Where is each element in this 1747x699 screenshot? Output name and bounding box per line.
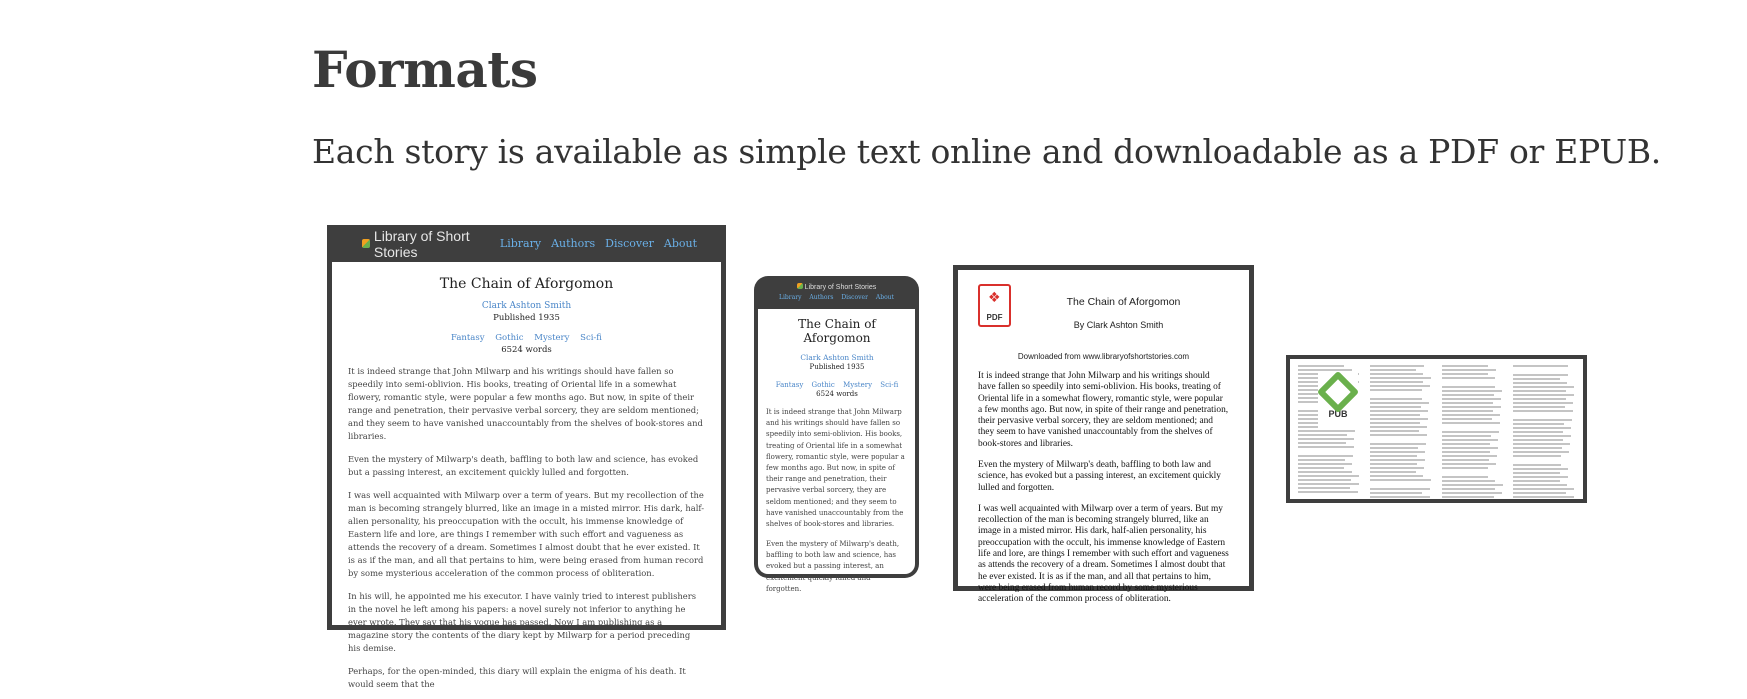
section-description: Each story is available as simple text online and downloadable as a PDF or EPUB. — [312, 132, 1661, 171]
epub-text-line — [1370, 488, 1431, 490]
epub-text-line — [1513, 382, 1567, 384]
pdf-paragraph: I was well acquainted with Milwarp over a term of years. But my recollection of the man is becoming strangely blurred, like an image in a misted mirror. His dark, half-alien personality, his preoccupation with the occult, his immense knowledge of Eastern life and lore, are things I remember with such effort and vagueness as attends the recovery of a dream. Sometimes I almost doubt that he ever existed. It is as if the man, and all that pertains to him, were being erased from human record by some mysterious acceleration of the common process of obliteration. — [978, 503, 1229, 605]
epub-text-line — [1442, 398, 1502, 400]
story-title: The Chain of Aforgomon — [439, 276, 614, 292]
epub-text-line — [1513, 488, 1574, 490]
epub-text-line — [1442, 492, 1503, 494]
epub-text-line — [1513, 386, 1574, 388]
nav-link-discover: Discover — [841, 294, 868, 301]
epub-text-line — [1442, 447, 1498, 449]
story-paragraph: In his will, he appointed me his executor. I have vainly tried to interest publishers in the novel he left among his papers: a novel surely not inferior to anything he ever wrote. They say that his vogue has passed. Now I am publishing as a magazine story the contents of the diary kept by Milwarp for a period preceding his demise. — [348, 591, 697, 654]
epub-text-line — [1298, 455, 1353, 457]
epub-text-line — [1370, 402, 1429, 404]
epub-text-line — [1442, 414, 1501, 416]
epub-text-line — [1370, 434, 1427, 436]
nav-link-library: Library — [499, 237, 542, 250]
epub-text-line — [1513, 374, 1567, 376]
epub-text-line — [1513, 439, 1562, 441]
site-brand — [758, 276, 915, 291]
epub-text-line — [1513, 423, 1564, 425]
story-tags — [766, 381, 908, 389]
epub-text-line — [1513, 476, 1567, 478]
story-published: Published 1935 — [493, 313, 560, 323]
mobile-story-page — [758, 309, 915, 593]
tag: Fantasy — [775, 381, 804, 389]
epub-text-line — [1513, 431, 1563, 433]
epub-column — [1442, 365, 1504, 493]
epub-text-line — [1513, 464, 1561, 466]
tag: Sci-fi — [880, 381, 899, 389]
site-brand — [362, 228, 500, 260]
epub-text-line — [1298, 471, 1352, 473]
tag: Mystery — [843, 381, 873, 389]
desktop-navbar — [332, 225, 721, 262]
tag: Gothic — [811, 381, 835, 389]
epub-text-line — [1442, 467, 1489, 469]
epub-icon — [1317, 371, 1359, 413]
tag: Gothic — [495, 333, 524, 343]
epub-text-line — [1370, 414, 1421, 416]
nav-link-about: About — [663, 237, 697, 250]
story-published: Published 1935 — [809, 363, 865, 371]
epub-text-line — [1298, 459, 1345, 461]
pdf-source-line: Downloaded from www.libraryofshortstories.com — [1017, 352, 1190, 361]
epub-text-line — [1298, 463, 1352, 465]
epub-text-line — [1442, 459, 1490, 461]
epub-text-line — [1442, 418, 1493, 420]
epub-text-line — [1442, 463, 1497, 465]
epub-text-line — [1442, 484, 1503, 486]
epub-text-line — [1513, 398, 1565, 400]
epub-text-line — [1370, 430, 1419, 432]
epub-text-line — [1370, 447, 1418, 449]
epub-text-line — [1298, 483, 1359, 485]
story-paragraph: Even the mystery of Milwarp's death, baffling to both law and science, has evoked but a passing interest, an excitement quickly lulled and forgotten. — [766, 540, 900, 593]
story-body — [348, 365, 705, 691]
story-author: Clark Ashton Smith — [481, 301, 572, 311]
epub-icon-label: PUB — [1328, 409, 1348, 419]
epub-text-line — [1298, 365, 1344, 367]
epub-text-line — [1298, 467, 1344, 469]
epub-text-line — [1370, 377, 1431, 379]
epub-text-line — [1513, 406, 1565, 408]
epub-text-line — [1513, 447, 1562, 449]
epub-text-line — [1370, 406, 1421, 408]
epub-text-line — [1442, 410, 1493, 412]
epub-text-line — [1370, 459, 1425, 461]
epub-text-line — [1513, 451, 1569, 453]
story-paragraph: Perhaps, for the open-minded, this diary will explain the enigma of his death. It would seem that the — [348, 666, 686, 690]
epub-text-line — [1298, 442, 1346, 444]
mobile-web-preview — [754, 276, 919, 593]
story-tags — [348, 333, 705, 343]
pdf-icon-label: PDF — [986, 313, 1003, 322]
pdf-byline: By Clark Ashton Smith — [1073, 320, 1164, 330]
epub-text-line — [1513, 435, 1570, 437]
epub-text-line — [1370, 443, 1426, 445]
epub-text-line — [1442, 496, 1494, 498]
logo-icon — [362, 239, 370, 248]
epub-text-line — [1513, 443, 1570, 445]
epub-text-line — [1442, 451, 1490, 453]
epub-column — [1513, 365, 1575, 493]
epub-text-line — [1442, 406, 1501, 408]
epub-text-line — [1370, 467, 1424, 469]
story-title: The Chain of Aforgomon — [798, 317, 876, 345]
story-author: Clark Ashton Smith — [800, 353, 874, 362]
desktop-web-preview — [327, 225, 726, 690]
epub-text-line — [1370, 475, 1424, 477]
epub-text-line — [1513, 468, 1568, 470]
epub-text-line — [1513, 410, 1572, 412]
epub-column — [1370, 365, 1432, 493]
nav-link-authors: Authors — [809, 294, 834, 301]
pdf-body — [978, 371, 1229, 605]
tag: Sci-fi — [580, 333, 602, 343]
epub-text-line — [1298, 491, 1358, 493]
pdf-paragraph: It is indeed strange that John Milwarp and his writings should have fallen so speedily into semi-oblivion. His books, treating of Oriental life in a somewhat flowery, romantic style, were popular a few months ago. But now, in spite of their range and penetration, their pervasive verbal sorcery, they are seldom mentioned; and they seem to have vanished unaccountably from the shelves of book-stores and libraries. — [978, 371, 1229, 449]
logo-icon — [797, 283, 803, 289]
epub-text-line — [1298, 438, 1354, 440]
epub-text-line — [1513, 394, 1574, 396]
story-paragraph: I was well acquainted with Milwarp over a term of years. But my recollection of the man is becoming strangely blurred, like an image in a misted mirror. His dark, half-alien personality, his preoccupation with the occult, his immense knowledge of Eastern life and lore, are things I remember with such effort and vagueness as attends the recovery of a dream. Sometimes I almost doubt that he ever existed. It is as if the man, and all that pertains to him, were being erased from human record by some mysterious acceleration of the common process of obliteration. — [348, 490, 705, 579]
story-word-count: 6524 words — [501, 345, 552, 355]
tag: Fantasy — [451, 333, 485, 343]
brand-label: Library of Short Stories — [373, 227, 470, 260]
epub-text-line — [1298, 430, 1355, 432]
epub-text-line — [1298, 475, 1359, 477]
epub-text-line — [1513, 455, 1561, 457]
epub-paragraph-gap — [1298, 495, 1360, 500]
pdf-header — [978, 284, 1229, 348]
epub-text-line — [1298, 434, 1347, 436]
epub-text-line — [1370, 381, 1423, 383]
section-title: Formats — [312, 40, 538, 99]
epub-text-line — [1442, 443, 1491, 445]
epub-text-line — [1370, 385, 1431, 387]
epub-text-line — [1513, 472, 1560, 474]
epub-text-line — [1513, 419, 1572, 421]
epub-text-line — [1370, 365, 1424, 367]
mobile-navbar — [758, 276, 915, 309]
nav-link-discover: Discover — [605, 237, 654, 250]
epub-text-line — [1370, 463, 1417, 465]
mobile-nav-links — [758, 294, 915, 301]
nav-link-about: About — [875, 294, 894, 301]
epub-text-line — [1442, 394, 1494, 396]
epub-text-line — [1370, 398, 1422, 400]
story-paragraph: It is indeed strange that John Milwarp and his writings should have fallen so speedily into semi-oblivion. His books, treating of Oriental life in a somewhat flowery, romantic style, were popular a few months ago. But now, in spite of their range and penetration, their pervasive verbal sorcery, they are seldom mentioned; and they seem to have vanished unaccountably from the shelves of book-stores and libraries. — [766, 408, 905, 528]
epub-text-line — [1442, 488, 1495, 490]
epub-text-line — [1370, 426, 1427, 428]
epub-text-line — [1442, 386, 1495, 388]
story-body — [766, 407, 908, 595]
epub-text-line — [1442, 373, 1488, 375]
nav-link-authors: Authors — [551, 237, 596, 250]
epub-text-line — [1442, 377, 1496, 379]
epub-text-line — [1442, 431, 1499, 433]
epub-text-line — [1513, 427, 1571, 429]
epub-text-line — [1442, 480, 1496, 482]
nav-link-library: Library — [779, 294, 802, 301]
epub-text-line — [1513, 496, 1574, 498]
epub-preview — [1286, 355, 1587, 503]
epub-text-line — [1513, 492, 1566, 494]
epub-text-line — [1370, 418, 1428, 420]
epub-text-line — [1442, 369, 1496, 371]
epub-text-line — [1370, 373, 1424, 375]
epub-text-line — [1442, 422, 1500, 424]
epub-text-line — [1513, 484, 1567, 486]
epub-text-line — [1513, 402, 1573, 404]
desktop-nav-links — [500, 237, 697, 250]
epub-text-line — [1442, 435, 1491, 437]
epub-text-line — [1370, 369, 1416, 371]
epub-text-line — [1513, 378, 1559, 380]
epub-text-line — [1513, 365, 1568, 367]
story-word-count: 6524 words — [816, 390, 858, 398]
epub-text-line — [1442, 390, 1503, 392]
epub-text-line — [1442, 439, 1499, 441]
pdf-preview — [953, 265, 1254, 605]
epub-text-line — [1298, 446, 1354, 448]
acrobat-icon: ❖ — [988, 290, 1001, 306]
pdf-title-block — [978, 284, 1229, 330]
epub-text-line — [1370, 410, 1429, 412]
epub-text-line — [1370, 455, 1418, 457]
epub-text-line — [1298, 479, 1351, 481]
tag: Mystery — [534, 333, 570, 343]
epub-text-line — [1370, 492, 1422, 494]
story-paragraph: It is indeed strange that John Milwarp and his writings should have fallen so speedily into semi-oblivion. His books, treating of Oriental life in a somewhat flowery, romantic style, were popular a few months ago. But now, in spite of their range and penetration, their pervasive verbal sorcery, they are seldom mentioned; and they seem to have vanished unaccountably from the shelves of book-stores and libraries. — [348, 366, 703, 442]
brand-label: Library of Short Stories — [804, 284, 877, 291]
epub-text-line — [1298, 487, 1350, 489]
epub-text-line — [1513, 390, 1566, 392]
epub-text-line — [1298, 369, 1352, 371]
epub-text-line — [1370, 389, 1422, 391]
epub-text-line — [1442, 476, 1488, 478]
epub-text-line — [1370, 422, 1420, 424]
story-paragraph: Even the mystery of Milwarp's death, baffling to both law and science, has evoked but a passing interest, an excitement quickly lulled and forgotten. — [348, 454, 699, 478]
epub-text-line — [1370, 479, 1431, 481]
epub-text-line — [1370, 451, 1426, 453]
epub-text-line — [1442, 455, 1498, 457]
epub-logo — [1318, 373, 1358, 428]
pdf-paragraph: Even the mystery of Milwarp's death, baffling to both law and science, has evoked but a passing interest, an excitement quickly lulled and forgotten. — [978, 459, 1221, 493]
pdf-story-title: The Chain of Aforgomon — [1066, 296, 1181, 308]
epub-text-line — [1442, 402, 1494, 404]
epub-text-line — [1513, 480, 1559, 482]
epub-text-line — [1442, 365, 1489, 367]
epub-text-line — [1370, 471, 1416, 473]
desktop-story-page — [332, 262, 721, 690]
epub-text-line — [1370, 496, 1430, 498]
